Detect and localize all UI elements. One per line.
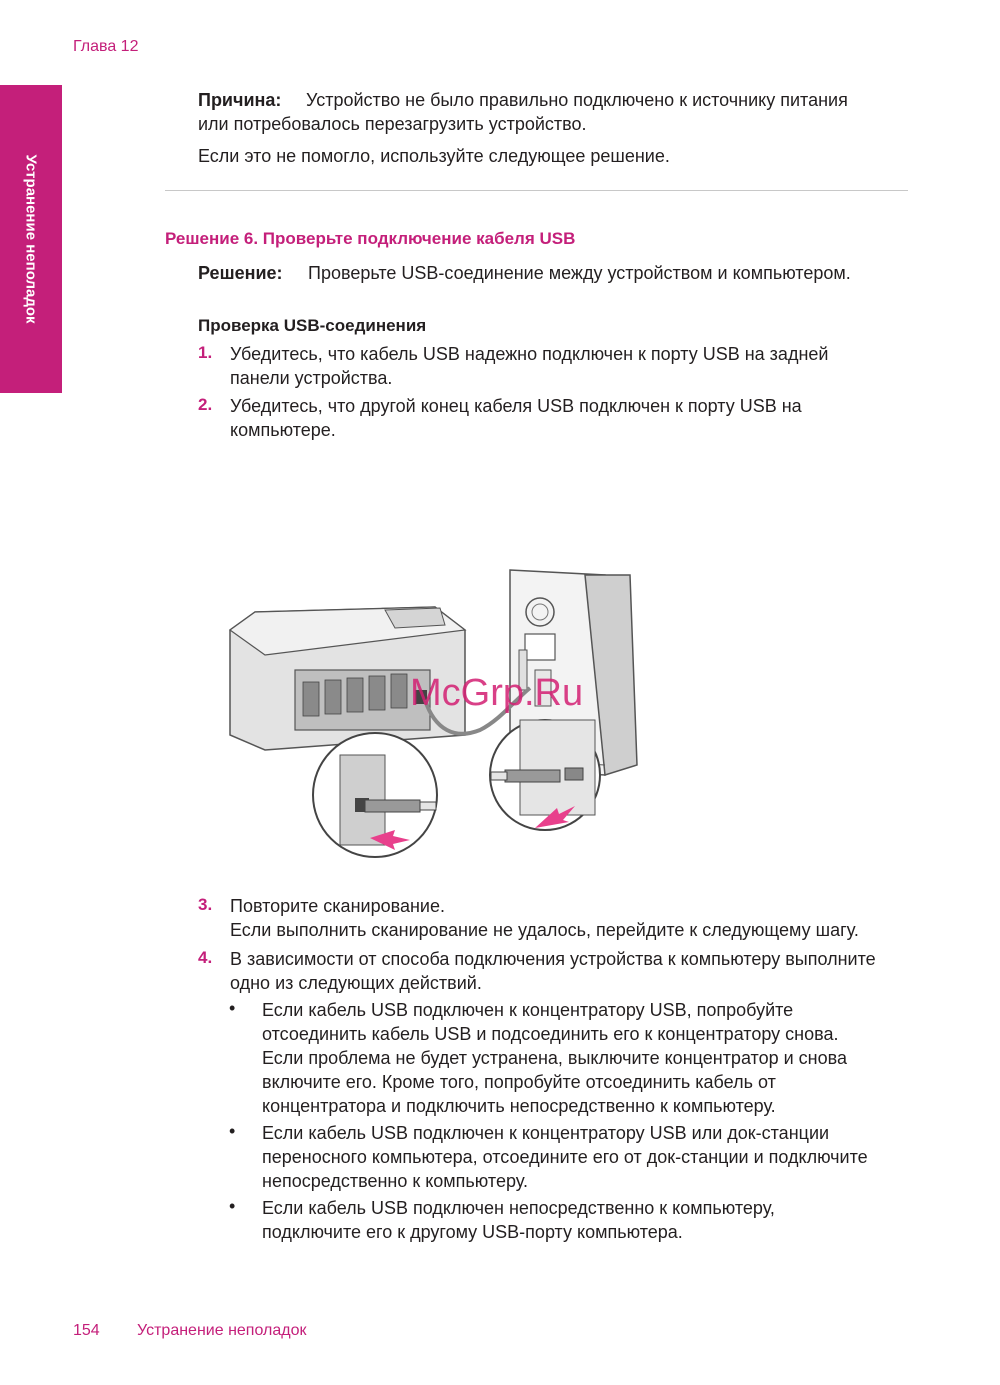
step-3-line-2: Если выполнить сканирование не удалось, перейдите к следующему шагу. xyxy=(230,920,859,940)
bullet-1-line-4: включите его. Кроме того, попробуйте отсоединить кабель от xyxy=(262,1072,776,1092)
side-tab xyxy=(0,85,62,393)
solution-label: Решение: xyxy=(198,263,283,283)
cause-text-1: Устройство не было правильно подключено к источнику питания xyxy=(306,90,848,110)
bullet-1-line-2: отсоединить кабель USB и подсоединить его к концентратору снова. xyxy=(262,1024,839,1044)
subheading: Проверка USB-соединения xyxy=(198,316,427,335)
bullet-3-line-1: Если кабель USB подключен непосредственно к компьютеру, xyxy=(262,1198,775,1218)
watermark: McGrp.Ru xyxy=(410,672,584,714)
step-number: 1. xyxy=(198,343,213,362)
step-2-line-2: компьютере. xyxy=(230,420,336,440)
bullet-symbol: • xyxy=(229,1121,236,1141)
bullet-symbol: • xyxy=(229,1196,236,1216)
bullet-1-line-5: концентратора и подключить непосредственно к компьютеру. xyxy=(262,1096,776,1116)
bullet-2-line-2: переносного компьютера, отсоедините его от док-станции и подключите xyxy=(262,1147,868,1167)
printer-port-zoom xyxy=(313,733,437,857)
step-3-line-1: Повторите сканирование. xyxy=(230,896,445,916)
cause-text-2: или потребовалось перезагрузить устройство. xyxy=(198,114,587,134)
computer-port-zoom xyxy=(490,720,600,830)
usb-connection-illustration xyxy=(225,560,645,860)
cause-label: Причина: xyxy=(198,90,282,110)
divider xyxy=(165,190,908,191)
footer-title: Устранение неполадок xyxy=(137,1322,307,1339)
bullet-2-line-3: непосредственно к компьютеру. xyxy=(262,1171,528,1191)
bullet-symbol: • xyxy=(229,998,236,1018)
solution-text: Проверьте USB-соединение между устройством и компьютером. xyxy=(308,263,851,283)
bullet-2-line-1: Если кабель USB подключен к концентратору USB или док-станции xyxy=(262,1123,830,1143)
step-1-line-1: Убедитесь, что кабель USB надежно подключен к порту USB на задней xyxy=(230,344,829,364)
solution-line xyxy=(198,261,851,285)
step-2-line-1: Убедитесь, что другой конец кабеля USB подключен к порту USB на xyxy=(230,396,802,416)
chapter-label: Глава 12 xyxy=(73,38,139,55)
step-4-line-2: одно из следующих действий. xyxy=(230,973,482,993)
bullet-1-line-1: Если кабель USB подключен к концентратору USB, попробуйте xyxy=(262,1000,794,1020)
step-1-line-2: панели устройства. xyxy=(230,368,393,388)
step-4-line-1: В зависимости от способа подключения устройства к компьютеру выполните xyxy=(230,949,876,969)
page-number: 154 xyxy=(73,1322,100,1339)
bullet-1-line-3: Если проблема не будет устранена, выключите концентратор и снова xyxy=(262,1048,847,1068)
side-tab-label: Устранение неполадок xyxy=(22,154,40,324)
section-heading: Решение 6. Проверьте подключение кабеля USB xyxy=(165,229,576,248)
step-number: 3. xyxy=(198,895,213,914)
step-number: 2. xyxy=(198,395,213,414)
cause-next: Если это не помогло, используйте следующее решение. xyxy=(198,146,670,166)
cause-line-1 xyxy=(198,88,848,112)
bullet-3-line-2: подключите его к другому USB-порту компьютера. xyxy=(262,1222,683,1242)
step-number: 4. xyxy=(198,948,213,967)
